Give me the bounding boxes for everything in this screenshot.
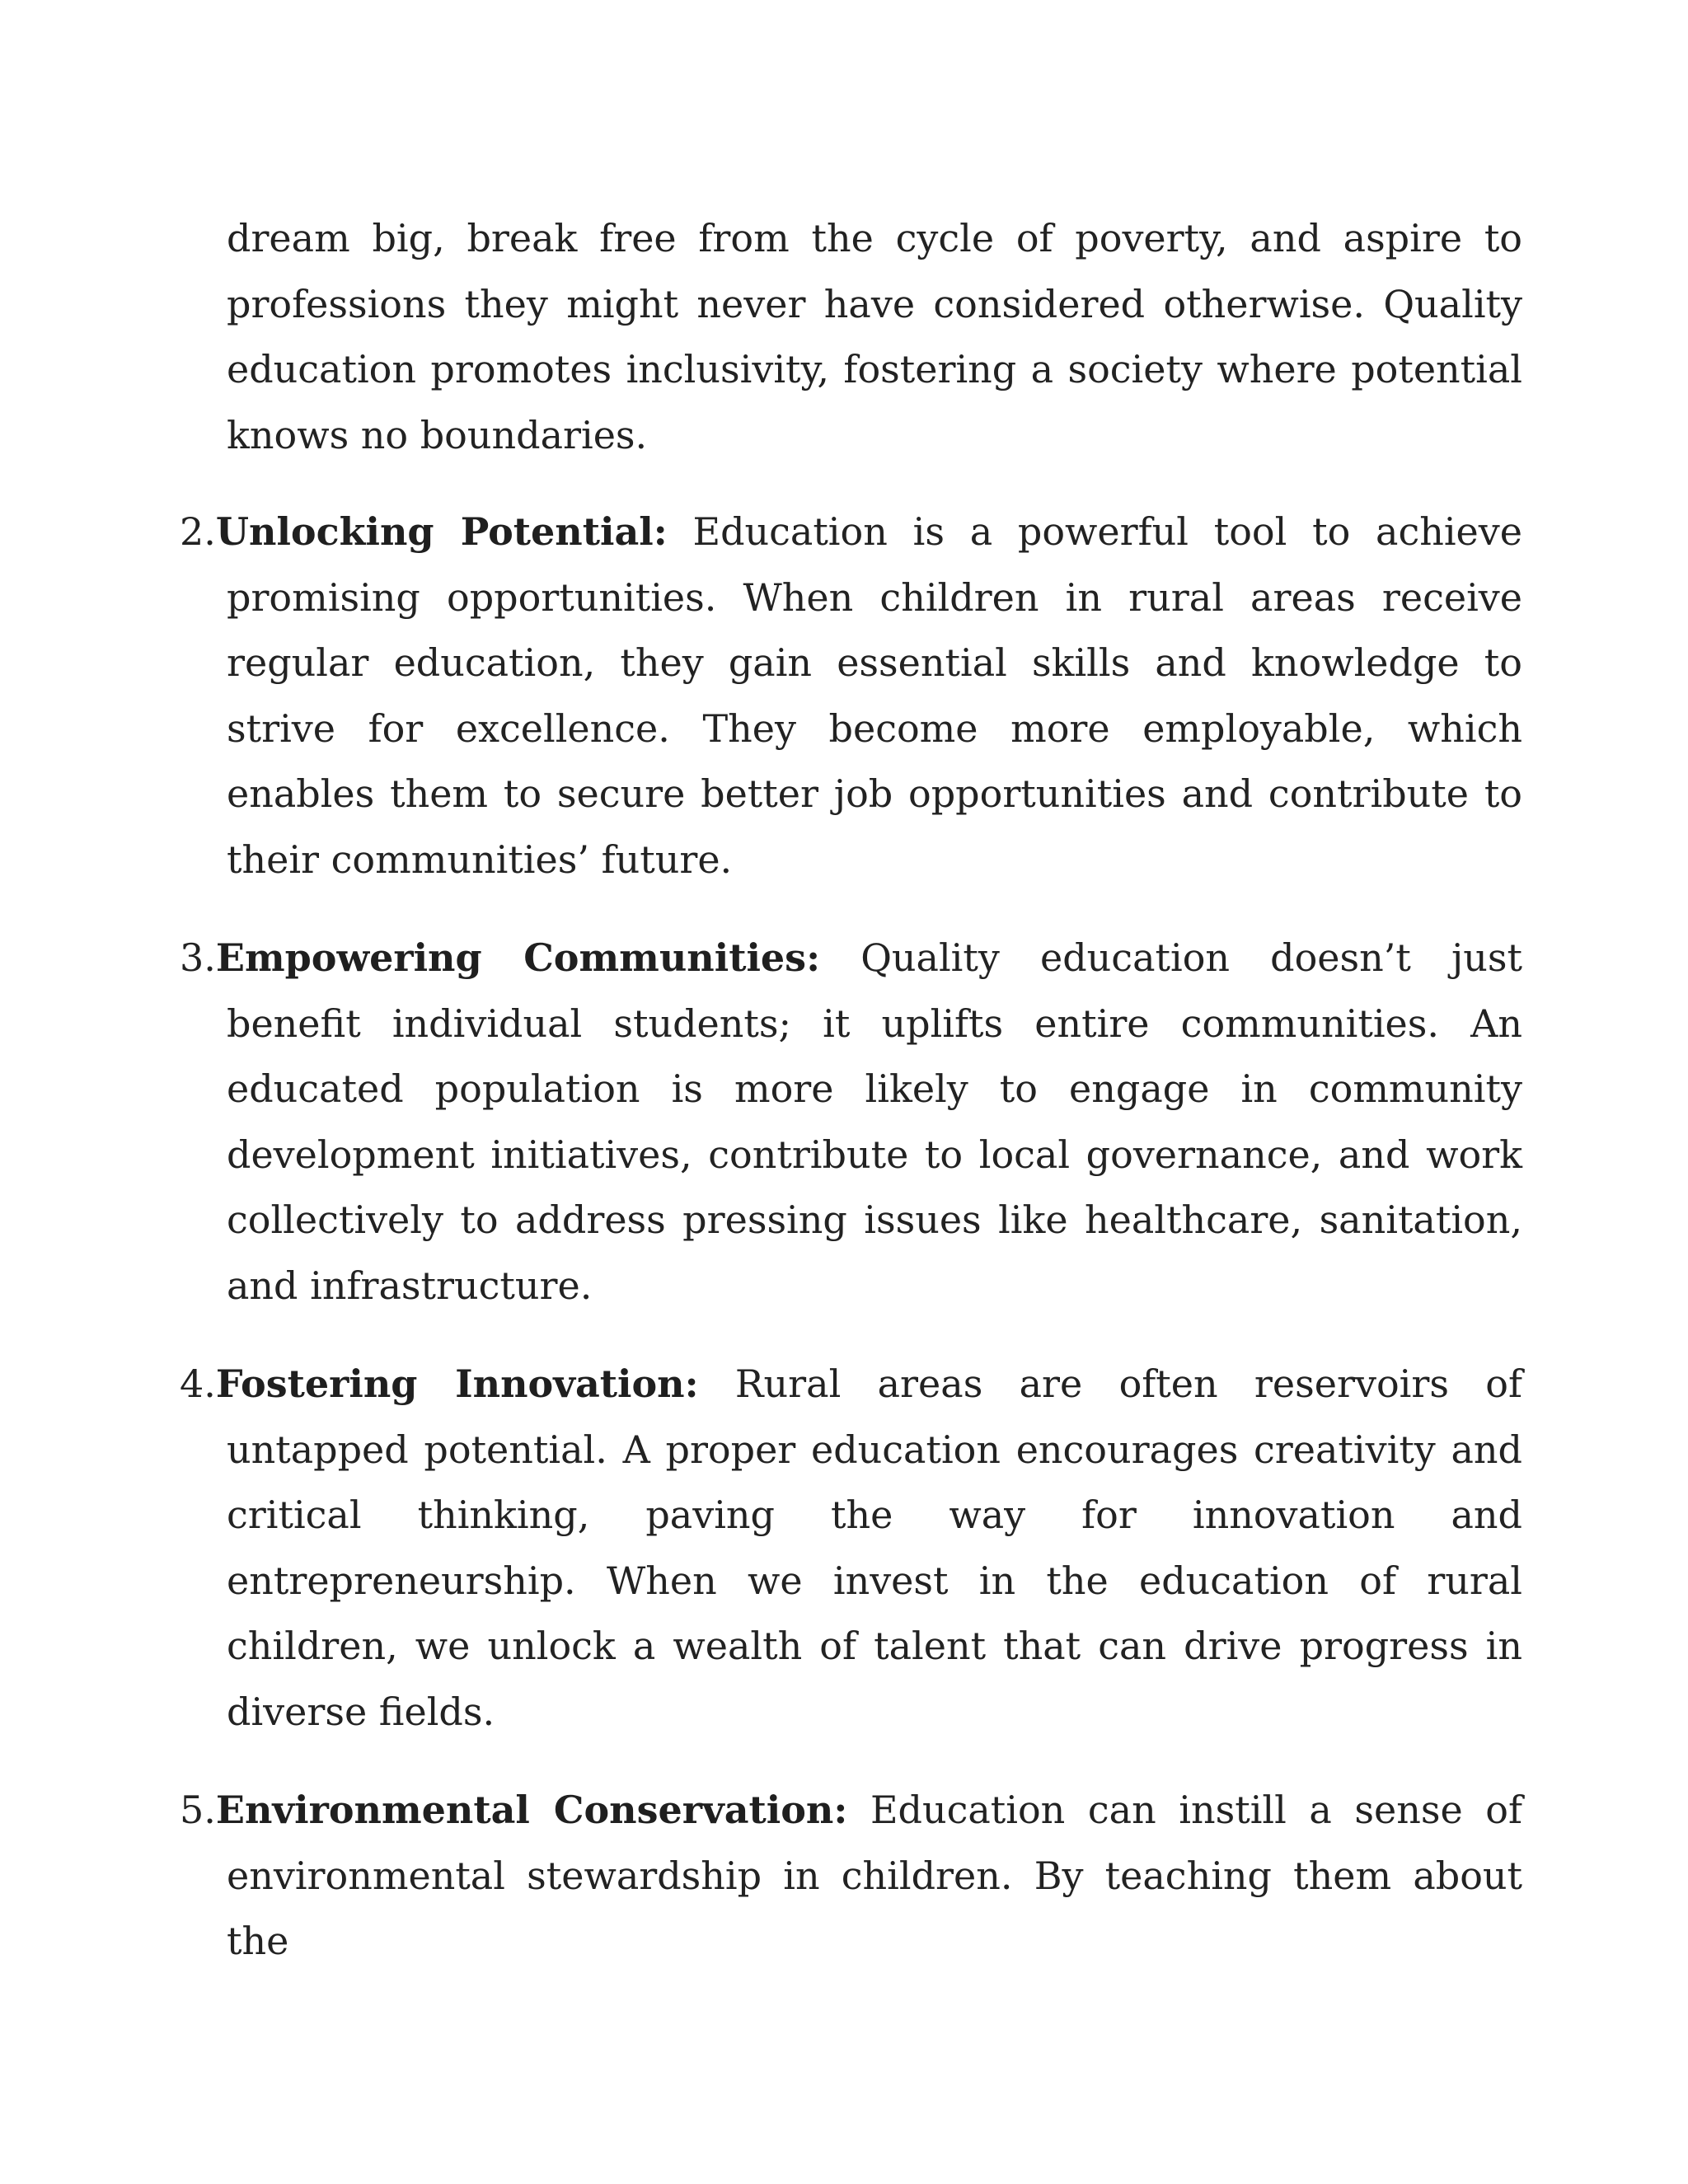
list-item-text: Education is a powerful tool to achieve promising opportunities. When children in rural areas receive regular education, they gain essential skills and knowledge to strive for excellence. They become more employable, which enables them to secure better job opportunities and contribute to their communities’ future. xyxy=(227,509,1522,882)
list-item-number: 2. xyxy=(180,509,216,554)
list-item xyxy=(180,1352,1522,1745)
list-item-text: Quality education doesn’t just benefit individual students; it uplifts entire communities. An educated population is more likely to engage in community development initiatives, contribute to local governance, and work collectively to address pressing issues like healthcare, sanitation, and infrastructure. xyxy=(227,935,1522,1308)
list-item-heading: Fostering Innovation: xyxy=(215,1361,699,1406)
list-item-heading: Unlocking Potential: xyxy=(215,509,668,554)
list-item-number: 3. xyxy=(180,935,216,980)
list-item-text: Rural areas are often reservoirs of untapped potential. A proper education encourages creativity and critical thinking, paving the way for innovation and entrepreneurship. When we invest in the education of rural children, we unlock a wealth of talent that can drive progress in diverse fields. xyxy=(227,1361,1522,1734)
list-item-text: Education can instill a sense of environmental stewardship in children. By teaching them about the xyxy=(227,1788,1523,1963)
continuation-paragraph: dream big, break free from the cycle of poverty, and aspire to professions they might never have considered otherwise. Quality education promotes inclusivity, fostering a society where potential knows no boundaries. xyxy=(227,216,1522,457)
list-item-heading: Environmental Conservation: xyxy=(215,1788,848,1832)
list-item-number: 5. xyxy=(180,1788,216,1832)
list-item-heading: Empowering Communities: xyxy=(215,935,821,980)
list-item xyxy=(180,926,1522,1319)
list-item xyxy=(180,1778,1522,1975)
list-item xyxy=(180,499,1522,893)
list-item-number: 4. xyxy=(180,1361,216,1406)
